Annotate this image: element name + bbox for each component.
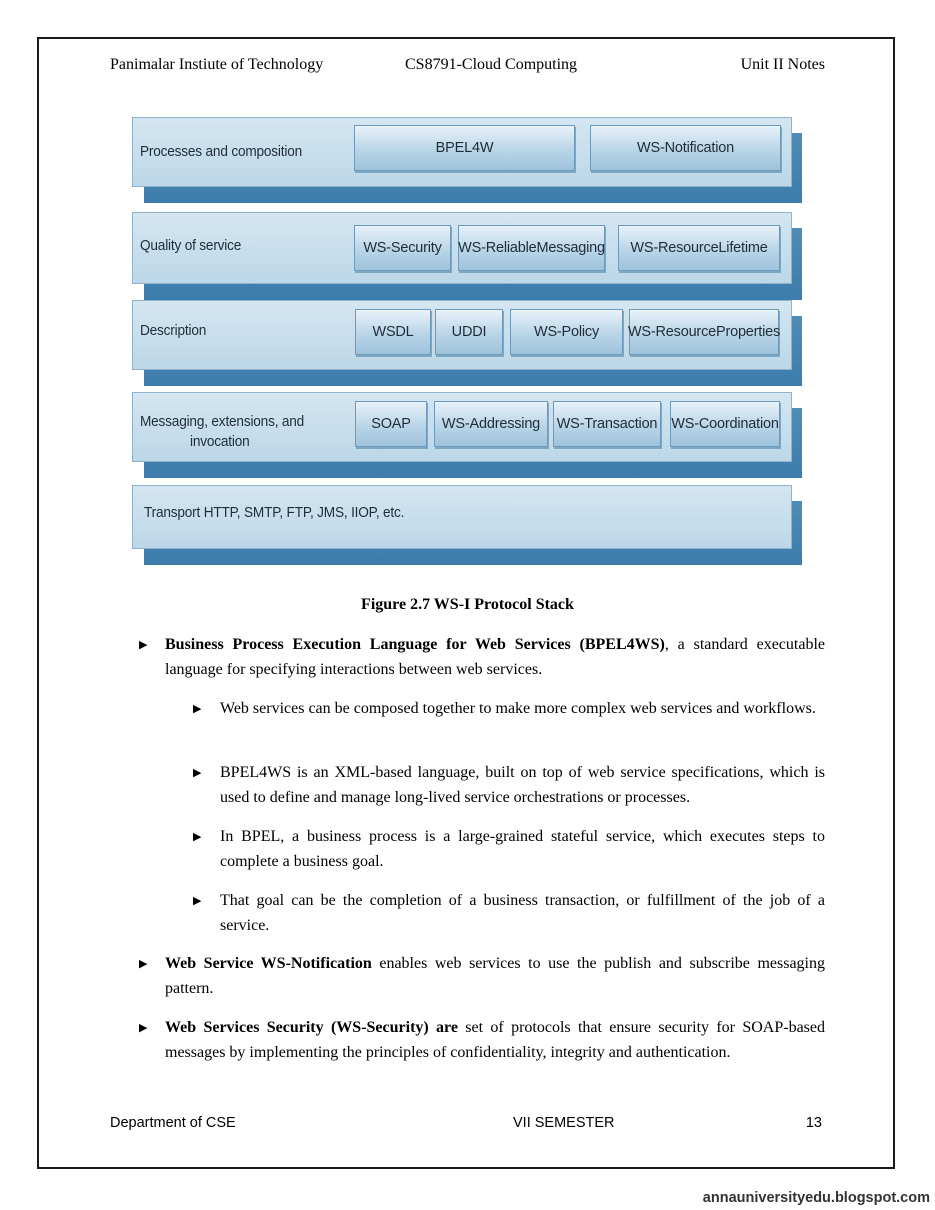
sub-bullet-stateful: ▶ In BPEL, a business process is a large-grained stateful service, which executes steps to complete a business goal. — [220, 825, 825, 874]
watermark-url: annauniversityedu.blogspot.com — [702, 1190, 930, 1206]
box-ws-coordination: WS-Coordination — [670, 401, 780, 447]
layer-label: Description — [140, 323, 207, 339]
header-course: CS8791-Cloud Computing — [405, 56, 578, 73]
layer-label: Processes and composition — [140, 144, 302, 160]
footer-semester: VII SEMESTER — [513, 1115, 615, 1131]
box-ws-reliablemessaging: WS-ReliableMessaging — [458, 225, 605, 271]
footer-department: Department of CSE — [110, 1115, 236, 1131]
bullet-arrow-icon: ▶ — [193, 830, 202, 843]
box-ws-notification: WS-Notification — [590, 125, 781, 171]
box-wsdl: WSDL — [355, 309, 431, 355]
bullet-arrow-icon: ▶ — [193, 702, 202, 715]
sub-bullet-xml-based: ▶ BPEL4WS is an XML-based language, built on top of web service specifications, which is used to define and manage long-lived service orchestrations or processes. — [220, 761, 825, 810]
bullet-arrow-icon: ▶ — [139, 638, 148, 651]
box-uddi: UDDI — [435, 309, 503, 355]
bullet-bold: Web Service WS-Notification — [165, 955, 372, 972]
bullet-arrow-icon: ▶ — [139, 1021, 148, 1034]
footer-page-number: 13 — [805, 1115, 822, 1131]
bullet-arrow-icon: ▶ — [139, 957, 148, 970]
box-ws-security: WS-Security — [354, 225, 451, 271]
box-ws-resourceproperties: WS-ResourceProperties — [629, 309, 779, 355]
header-unit: Unit II Notes — [740, 56, 825, 73]
bullet-arrow-icon: ▶ — [193, 766, 202, 779]
layer-quality-of-service — [132, 212, 792, 284]
bullet-arrow-icon: ▶ — [193, 894, 202, 907]
box-bpel4w: BPEL4W — [354, 125, 575, 171]
box-soap: SOAP — [355, 401, 427, 447]
header-institute: Panimalar Instiute of Technology — [110, 56, 324, 73]
ws-i-protocol-stack-diagram — [0, 0, 935, 600]
bullet-ws-notification: ▶ Web Service WS-Notification enables web services to use the publish and subscribe messaging pattern. — [165, 952, 825, 1001]
layer-messaging — [132, 392, 792, 462]
layer-processes — [132, 117, 792, 187]
layer-transport — [132, 485, 792, 549]
box-ws-addressing: WS-Addressing — [434, 401, 548, 447]
box-ws-policy: WS-Policy — [510, 309, 623, 355]
sub-bullet-goal: ▶ That goal can be the completion of a business transaction, or fulfillment of the job of a service. — [220, 889, 825, 938]
layer-label: Quality of service — [140, 238, 242, 254]
bullet-bold: Web Services Security (WS-Security) are — [165, 1019, 458, 1036]
sub-bullet-composed: ▶ Web services can be composed together to make more complex web services and workflows. — [220, 697, 825, 722]
layer-label: Transport HTTP, SMTP, FTP, JMS, IIOP, etc. — [144, 505, 405, 521]
box-ws-resourcelifetime: WS-ResourceLifetime — [618, 225, 780, 271]
figure-caption: Figure 2.7 WS-I Protocol Stack — [361, 596, 574, 613]
layer-label-line1: Messaging, extensions, and — [140, 414, 305, 430]
bullet-ws-security: ▶ Web Services Security (WS-Security) are set of protocols that ensure security for SOAP-based messages by implementing the principles of confidentiality, integrity and authentication. — [165, 1016, 825, 1065]
bullet-bold: Business Process Execution Language for Web Services (BPEL4WS — [165, 636, 660, 653]
bullet-bpel4ws: ▶ Business Process Execution Language for Web Services (BPEL4WS), a standard executable language for specifying interactions between web services. — [165, 633, 825, 682]
layer-description — [132, 300, 792, 370]
box-ws-transaction: WS-Transaction — [553, 401, 661, 447]
layer-label-line2: invocation — [190, 434, 250, 450]
